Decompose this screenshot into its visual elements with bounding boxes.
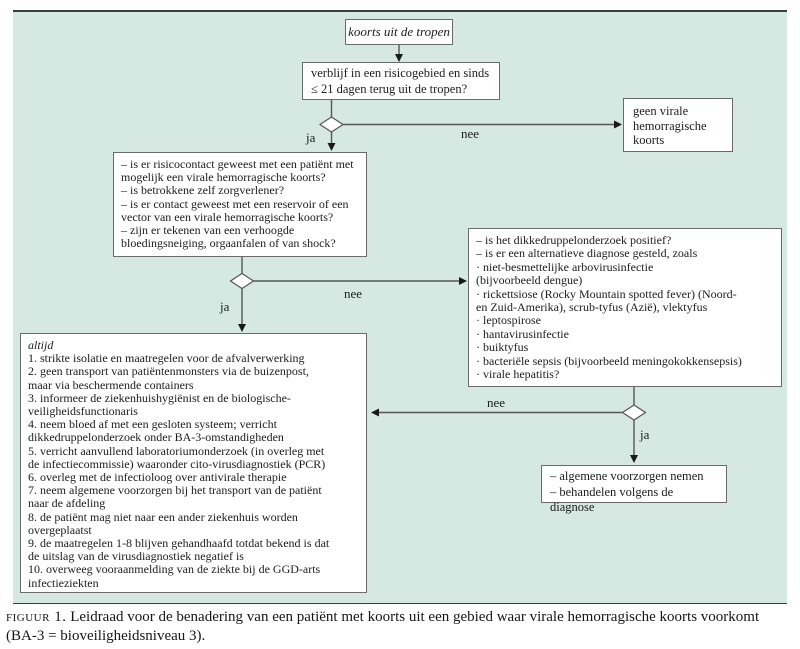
- text-line: naar de afdeling: [28, 496, 106, 511]
- caption-line-2: (BA-3 = bioveiligheidsniveau 3).: [6, 627, 206, 644]
- text-line: hemorragische: [633, 118, 707, 133]
- node-risk-contact: [113, 152, 367, 257]
- node-risk-contact-text: [114, 153, 366, 255]
- text-line: en Zuid-Amerika), scrub-tyfus (Azië), vlektyfus: [476, 300, 708, 315]
- text-line: verblijf in een risicogebied en sinds: [311, 66, 490, 80]
- text-line: 2. geen transport van patiëntenmonsters via de buizenpost,: [28, 364, 309, 379]
- node-always: [20, 333, 367, 593]
- text-line: – is het dikkedruppelonderzoek positief?: [476, 233, 672, 247]
- text-line: dikkedruppelonderzoek onder BA-3-omstandigheden: [28, 430, 284, 445]
- text-line: mogelijk een virale hemorragische koorts?: [121, 170, 326, 185]
- text-line: – is er een alternatieve diagnose gesteld, zoals: [476, 246, 698, 261]
- text-line: · bacteriële sepsis (bijvoorbeeld meningokokkensepsis): [476, 353, 742, 368]
- text-line: 1. strikte isolatie en maatregelen voor de afvalverwerking: [28, 351, 305, 366]
- text-line: (bijvoorbeeld dengue): [476, 273, 583, 288]
- text-line: de uitslag van de virusdiagnostiek negatief is: [28, 549, 244, 564]
- edge-label-ja-3: ja: [640, 427, 650, 442]
- caption-line-1: [6, 608, 796, 627]
- text-line: · niet-besmettelijke arbovirusinfectie: [476, 259, 654, 274]
- text-line: · hantavirusinfectie: [476, 326, 569, 341]
- figure-caption: [6, 608, 796, 645]
- edge-label-ja-2: ja: [220, 299, 230, 314]
- text-line: 7. neem algemene voorzorgen bij het transport van de patiënt: [28, 483, 322, 498]
- edge-label-nee-3: nee: [487, 395, 506, 410]
- edge-label-nee-1: nee: [461, 126, 480, 141]
- text-line: · virale hepatitis?: [476, 367, 560, 382]
- caption-text: Leidraad voor de benadering van een patiënt met koorts uit een gebied waar virale hemorragische koorts voorkomt: [70, 609, 760, 625]
- node-risk-area: [302, 62, 500, 100]
- text-line: bloedingsneiging, orgaanfalen of van shock?: [121, 236, 336, 251]
- text-line: – is betrokkene zelf zorgverlener?: [121, 183, 285, 198]
- node-treat-text: [542, 466, 726, 519]
- text-line: 6. overleg met de infectioloog over antivirale therapie: [28, 470, 287, 485]
- text-line: – behandelen volgens de diagnose: [550, 484, 674, 514]
- edge-label-ja-1: ja: [306, 130, 316, 145]
- node-differential-text: [469, 229, 781, 386]
- text-line: 8. de patiënt mag niet naar een ander ziekenhuis worden: [28, 509, 298, 524]
- node-always-title: altijd: [28, 338, 54, 352]
- text-line: · buiktyfus: [476, 340, 529, 355]
- node-always-text: [28, 352, 359, 590]
- text-line: de infectiecommissie) waaronder cito-virusdiagnostiek (PCR): [28, 456, 326, 471]
- text-line: 9. de maatregelen 1-8 blijven gehandhaafd totdat bekend is dat: [28, 536, 330, 551]
- text-line: · leptospirose: [476, 313, 541, 328]
- node-risk-area-text: [303, 63, 499, 100]
- text-line: · rickettsiose (Rocky Mountain spotted fever) (Noord-: [476, 286, 737, 301]
- text-line: overgeplaatst: [28, 522, 92, 537]
- node-start: koorts uit de tropen: [345, 19, 453, 45]
- text-line: infectieziekten: [28, 575, 99, 590]
- node-differential: [468, 228, 782, 387]
- node-treat: [541, 465, 727, 514]
- text-line: veiligheidsfunctionaris: [28, 404, 138, 419]
- text-line: – is er risicocontact geweest met een patiënt met: [121, 157, 354, 171]
- text-line: koorts: [633, 133, 665, 147]
- caption-figure-label: figuur 1.: [6, 609, 67, 625]
- text-line: 10. overweeg vooraanmelding van de ziekte bij de GGD-arts: [28, 562, 321, 577]
- text-line: 5. verricht aanvullend laboratoriumonderzoek (in overleg met: [28, 443, 325, 458]
- text-line: ≤ 21 dagen terug uit de tropen?: [311, 81, 468, 96]
- node-no-vhf-text: [624, 99, 732, 153]
- text-line: vector van een virale hemorragische koorts?: [121, 209, 334, 224]
- edge-label-nee-2: nee: [344, 286, 363, 301]
- text-line: geen virale: [633, 104, 689, 118]
- text-line: 4. neem bloed af met een gesloten systeem; verricht: [28, 417, 277, 432]
- text-line: maar via beschermende containers: [28, 377, 194, 392]
- text-line: 3. informeer de ziekenhuishygiënist en de biologische-: [28, 390, 291, 405]
- text-line: – is er contact geweest met een reservoir of een: [121, 196, 349, 211]
- node-no-vhf: [623, 98, 733, 152]
- text-line: – algemene voorzorgen nemen: [550, 469, 704, 483]
- text-line: – zijn er tekenen van een verhoogde: [121, 223, 295, 238]
